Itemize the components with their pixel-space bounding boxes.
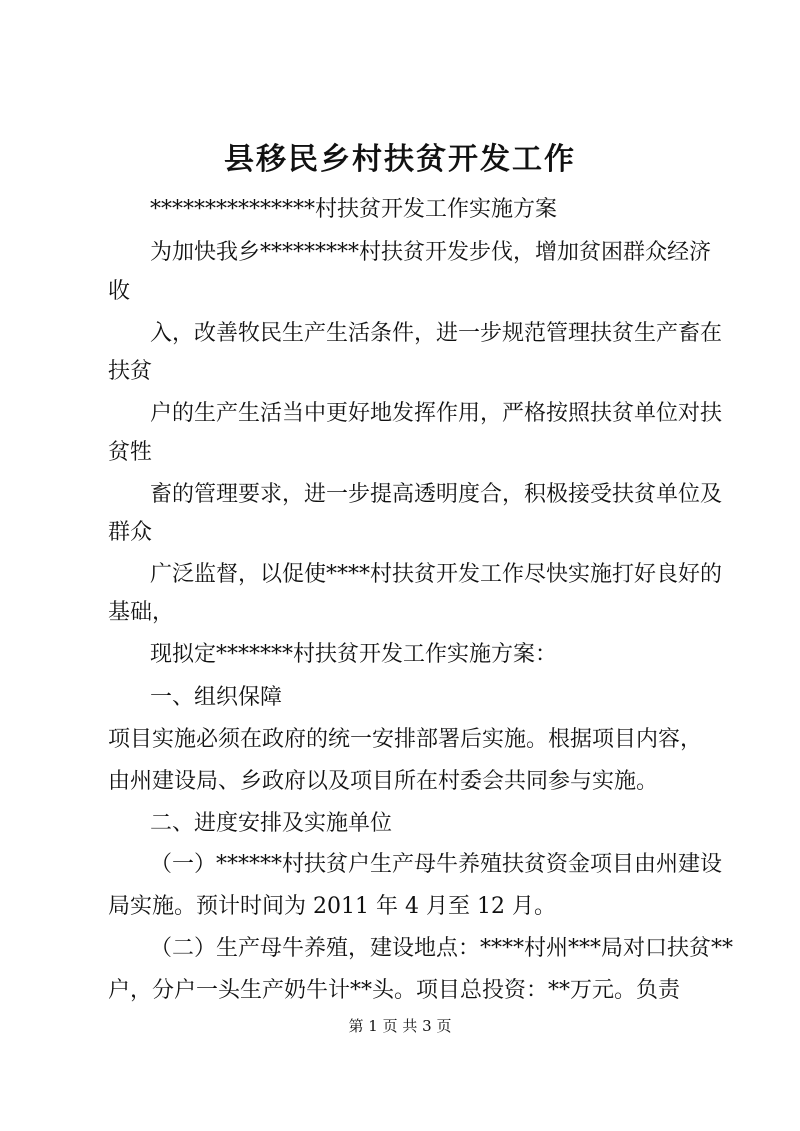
- paragraph-line: 收: [108, 279, 131, 304]
- paragraph-line: 广泛监督，以促使****村扶贫开发工作尽快实施打好良好的: [150, 562, 723, 587]
- paragraph-line: 局实施。预计时间为 2011 年 4 月至 12 月。: [108, 894, 556, 919]
- paragraph-line: 基础，: [108, 600, 175, 625]
- paragraph-line: 由州建设局、乡政府以及项目所在村委会共同参与实施。: [108, 769, 659, 794]
- section-heading: 二、进度安排及实施单位: [150, 811, 393, 836]
- paragraph-line: 畜的管理要求，进一步提高透明度合，积极接受扶贫单位及: [150, 482, 723, 507]
- paragraph-line: 户，分户一头生产奶牛计**头。项目总投资：**万元。负责: [108, 978, 681, 1003]
- section-heading: 一、组织保障: [150, 685, 283, 710]
- paragraph-line: 户的生产生活当中更好地发挥作用，严格按照扶贫单位对扶: [150, 401, 723, 426]
- page-number: 第 1 页 共 3 页: [348, 1017, 452, 1035]
- document-title: 县移民乡村扶贫开发工作: [224, 142, 576, 177]
- paragraph-line: （一）******村扶贫户生产母牛养殖扶贫资金项目由州建设: [150, 852, 723, 877]
- paragraph-line: 入，改善牧民生产生活条件，进一步规范管理扶贫生产畜在: [150, 321, 723, 346]
- paragraph-line: 现拟定*******村扶贫开发工作实施方案：: [150, 642, 558, 667]
- paragraph-line: 贫牲: [108, 440, 153, 465]
- document-subtitle: ***************村扶贫开发工作实施方案: [150, 197, 558, 222]
- paragraph-line: 为加快我乡*********村扶贫开发步伐，增加贫困群众经济: [150, 240, 712, 265]
- paragraph-line: 群众: [108, 520, 153, 545]
- paragraph-line: 扶贫: [108, 359, 153, 384]
- paragraph-line: （二）生产母牛养殖，建设地点：****村州***局对口扶贫**: [150, 936, 734, 961]
- paragraph-line: 项目实施必须在政府的统一安排部署后实施。根据项目内容，: [108, 727, 703, 752]
